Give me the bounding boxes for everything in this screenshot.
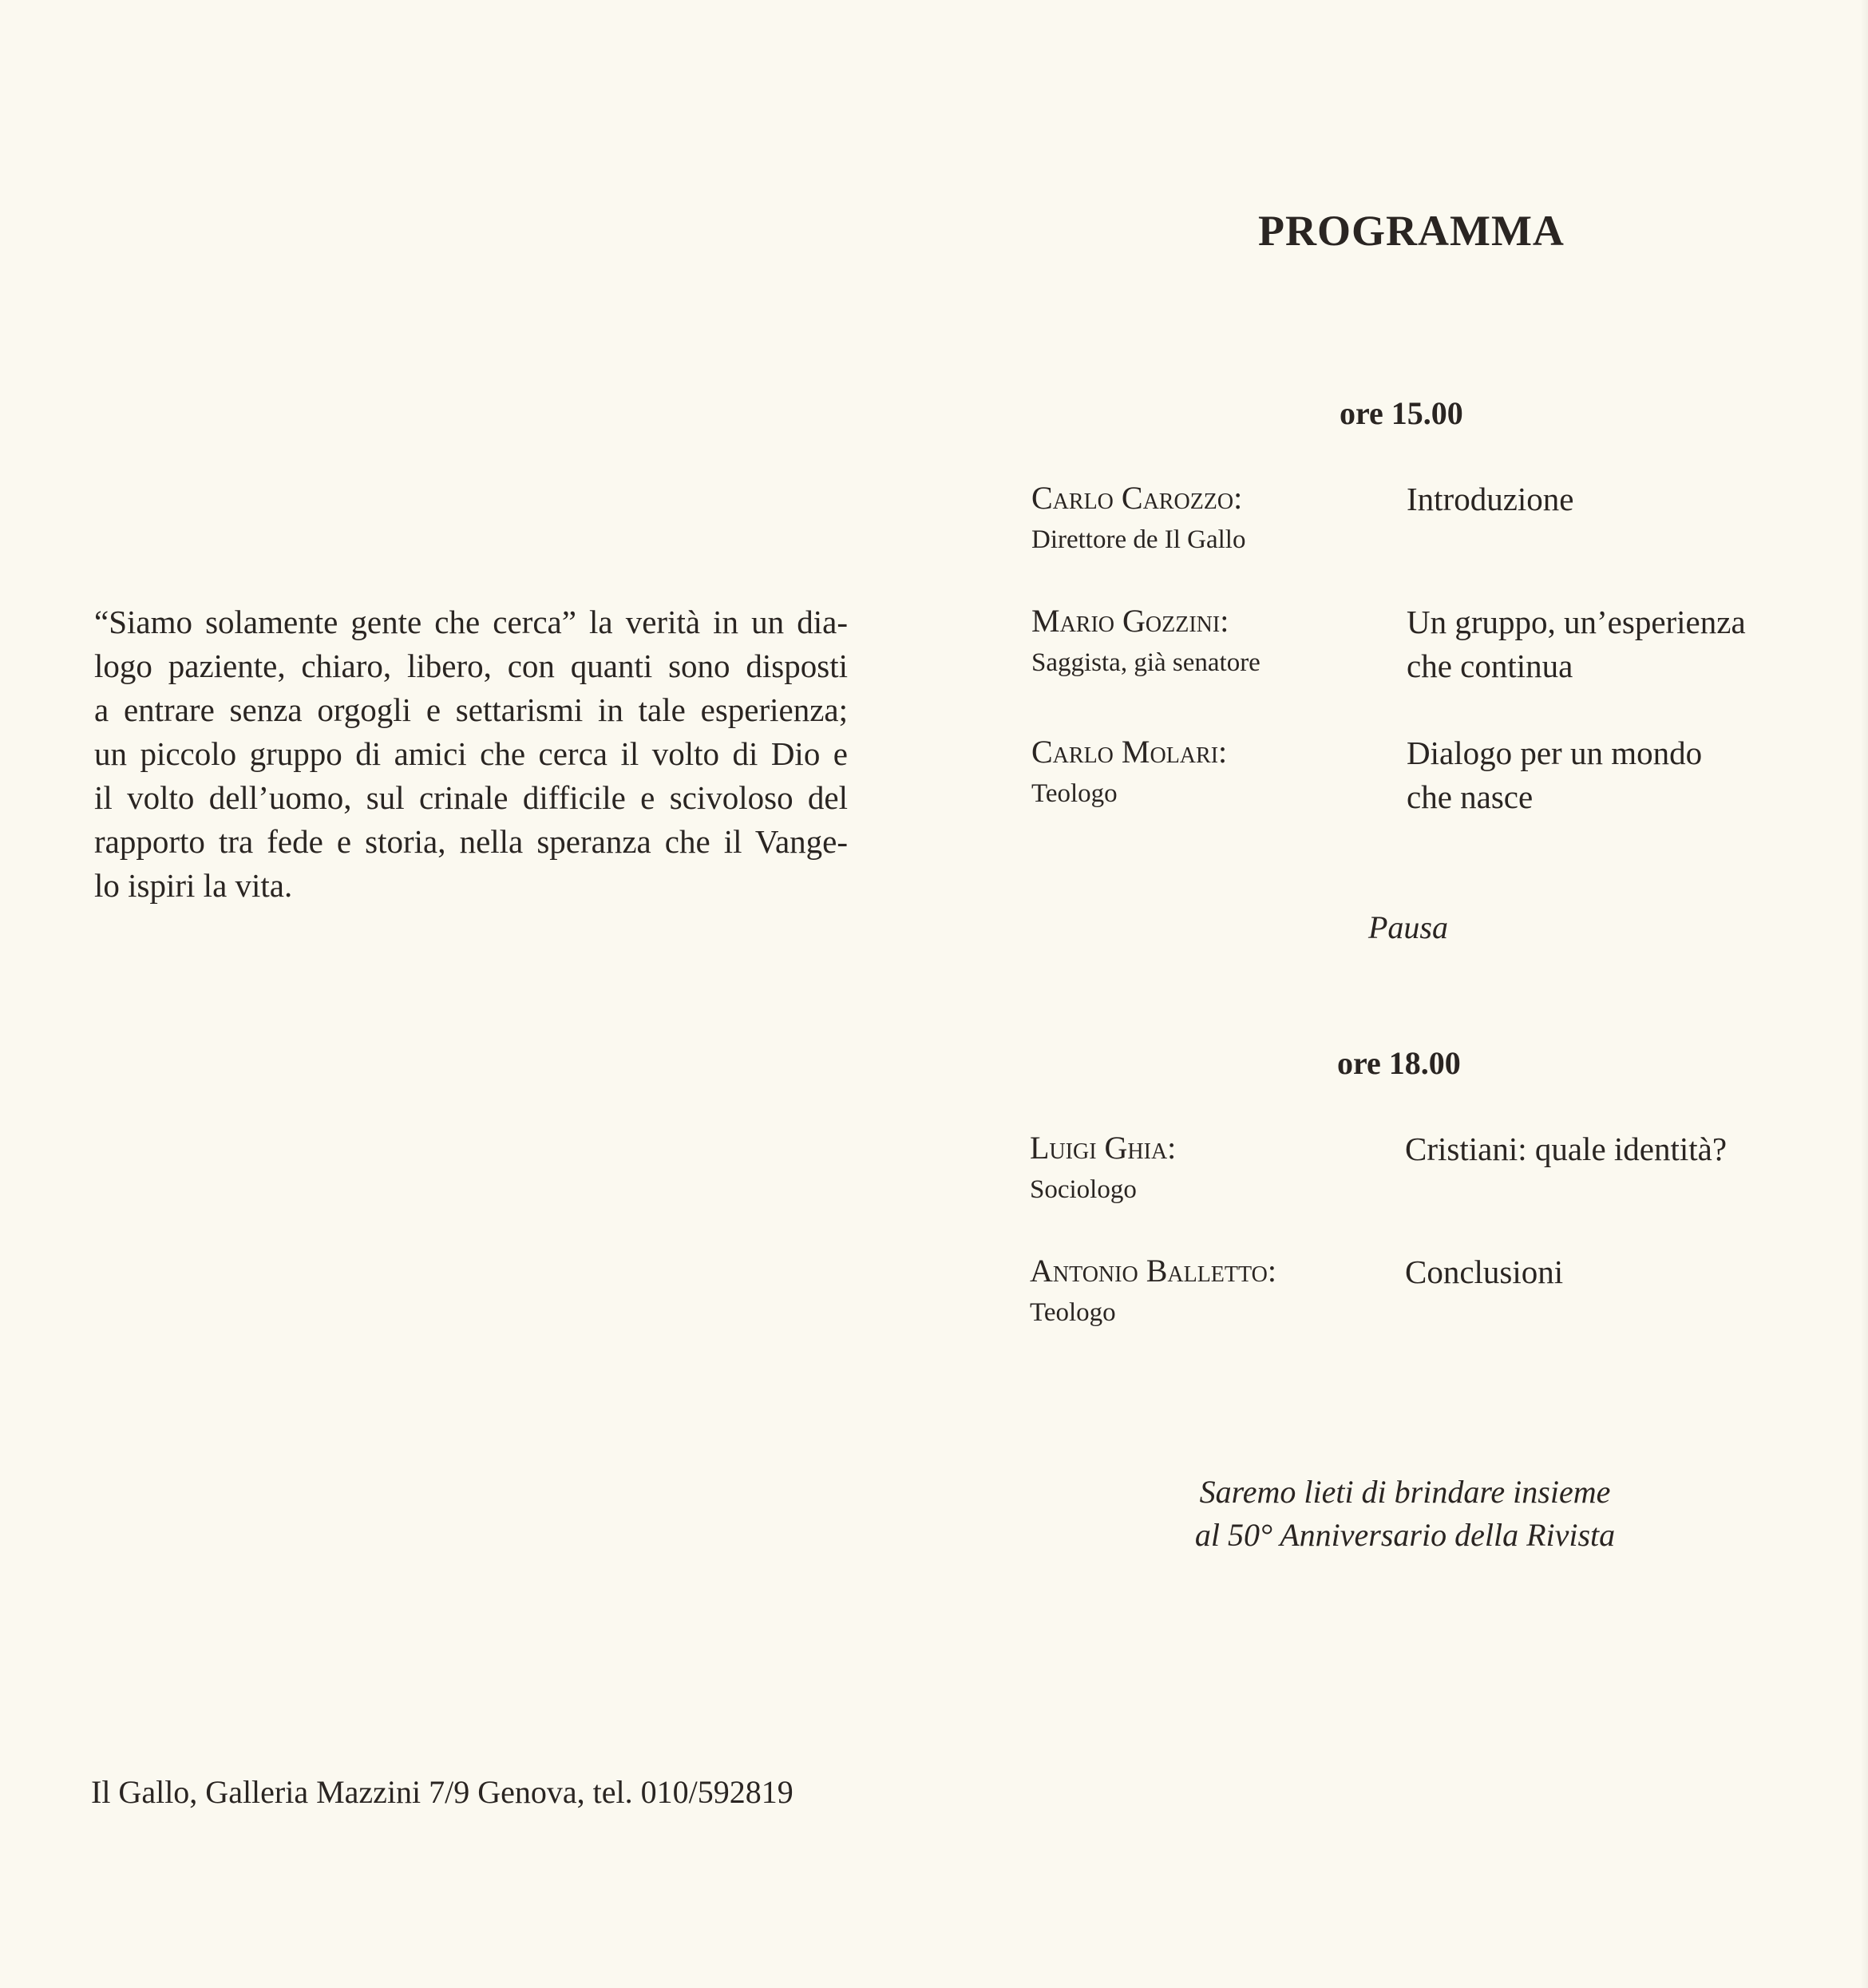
paper-edge-shadow bbox=[1860, 0, 1868, 1988]
speaker-role: Sociologo bbox=[1030, 1175, 1137, 1204]
closing-line: al 50° Anniversario della Rivista bbox=[1194, 1517, 1616, 1553]
speaker-name: Carlo Carozzo: bbox=[1031, 480, 1243, 516]
speaker-name: Antonio Balletto: bbox=[1030, 1253, 1276, 1289]
quote-line: “Siamo solamente gente che cerca” la verità in un dia- bbox=[94, 604, 848, 640]
topic-line: Cristiani: quale identità? bbox=[1405, 1131, 1728, 1167]
closing-note bbox=[1118, 1471, 1692, 1557]
talk-topic bbox=[1407, 477, 1573, 521]
session-time-evening: ore 18.00 bbox=[1337, 1045, 1461, 1081]
topic-line: Introduzione bbox=[1407, 481, 1574, 517]
address-line: Il Gallo, Galleria Mazzini 7/9 Genova, tel. 010/592819 bbox=[91, 1774, 794, 1810]
talk-topic bbox=[1407, 731, 1702, 819]
speaker-role: Teologo bbox=[1031, 779, 1118, 808]
closing-line: Saremo lieti di brindare insieme bbox=[1199, 1474, 1611, 1510]
program-heading: PROGRAMMA bbox=[1258, 207, 1565, 255]
speaker-name: Luigi Ghia: bbox=[1030, 1130, 1177, 1166]
speaker-name: Carlo Molari: bbox=[1031, 734, 1228, 770]
topic-line: Conclusioni bbox=[1405, 1253, 1564, 1290]
speaker-role: Direttore de Il Gallo bbox=[1031, 525, 1246, 554]
session-time-afternoon: ore 15.00 bbox=[1340, 395, 1463, 431]
talk-topic bbox=[1405, 1127, 1727, 1171]
speaker-role: Teologo bbox=[1030, 1298, 1116, 1327]
speaker-role: Saggista, già senatore bbox=[1031, 648, 1261, 677]
intro-quote bbox=[94, 600, 848, 908]
topic-line: che nasce bbox=[1407, 778, 1534, 815]
speaker-name: Mario Gozzini: bbox=[1031, 603, 1229, 639]
quote-line: rapporto tra fede e storia, nella speranza che il Vange- bbox=[94, 823, 848, 860]
talk-topic bbox=[1407, 600, 1746, 688]
quote-line: un piccolo gruppo di amici che cerca il volto di Dio e bbox=[94, 735, 848, 772]
quote-line: il volto dell’uomo, sul crinale difficile e scivoloso del bbox=[94, 779, 848, 816]
topic-line: Dialogo per un mondo bbox=[1407, 735, 1703, 771]
quote-line: lo ispiri la vita. bbox=[94, 867, 293, 904]
topic-line: che continua bbox=[1407, 647, 1573, 684]
pause-label: Pausa bbox=[1368, 909, 1448, 945]
talk-topic bbox=[1405, 1250, 1563, 1294]
topic-line: Un gruppo, un’esperienza bbox=[1407, 604, 1746, 640]
quote-line: logo paziente, chiaro, libero, con quanti sono disposti bbox=[94, 647, 848, 684]
quote-line: a entrare senza orgogli e settarismi in tale esperienza; bbox=[94, 691, 848, 728]
